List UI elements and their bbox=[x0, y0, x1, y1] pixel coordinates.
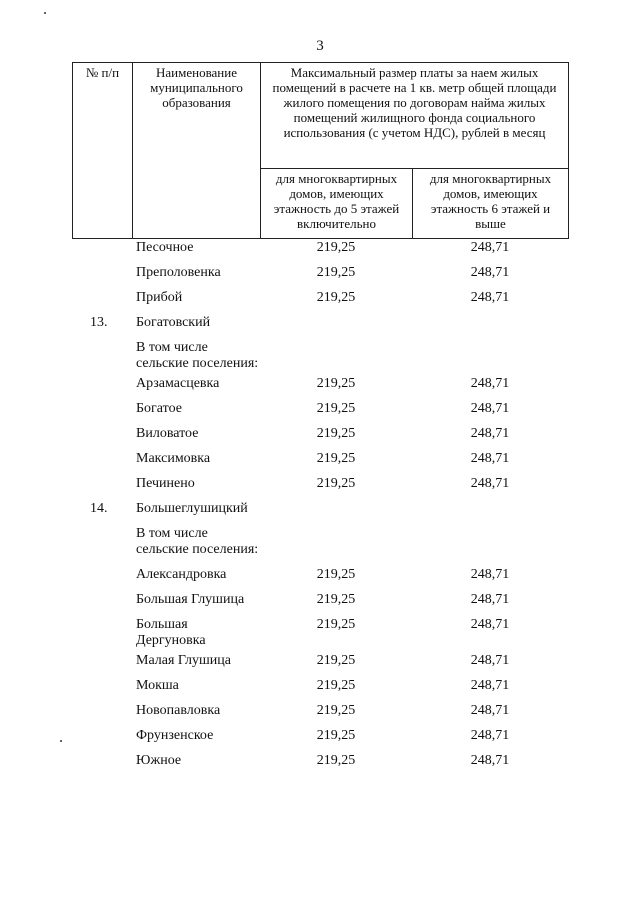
scan-speck bbox=[60, 740, 62, 742]
row-value-5-floors: 219,25 bbox=[316, 617, 356, 632]
row-number bbox=[72, 567, 132, 583]
table-row bbox=[72, 526, 568, 558]
row-name: Большая Дергуновка bbox=[136, 617, 206, 648]
row-value-5-floors: 219,25 bbox=[316, 567, 356, 582]
table-row bbox=[72, 376, 568, 392]
row-value-5-floors: 219,25 bbox=[316, 240, 356, 255]
table-row bbox=[72, 501, 568, 517]
table-row bbox=[72, 753, 568, 769]
row-name: Малая Глушица bbox=[136, 653, 231, 668]
row-value-6-floors: 248,71 bbox=[470, 451, 510, 466]
row-name: В том числе сельские поселения: bbox=[136, 340, 259, 371]
row-number: 14. bbox=[90, 501, 108, 516]
row-value-5-floors: 219,25 bbox=[316, 476, 356, 491]
table-row bbox=[72, 653, 568, 669]
table-row bbox=[72, 315, 568, 331]
row-value-5-floors: 219,25 bbox=[316, 265, 356, 280]
table-row bbox=[72, 265, 568, 281]
row-name: Мокша bbox=[136, 678, 179, 693]
scan-speck bbox=[44, 12, 46, 14]
row-value-5-floors: 219,25 bbox=[316, 451, 356, 466]
table-row bbox=[72, 340, 568, 372]
row-number bbox=[72, 376, 132, 392]
row-value-6-floors bbox=[412, 315, 568, 331]
header-col-name: Наименование муниципального образования bbox=[133, 63, 261, 239]
table-row bbox=[72, 476, 568, 492]
row-value-5-floors: 219,25 bbox=[316, 592, 356, 607]
row-number bbox=[72, 592, 132, 608]
row-name: Большая Глушица bbox=[136, 592, 245, 607]
header-col-v2: для многоквартирных домов, имеющих этажность 6 этажей и выше bbox=[413, 169, 569, 239]
header-col-group: Максимальный размер платы за наем жилых помещений в расчете на 1 кв. метр общей площади жилого помещения по договорам найма жилых помещений жилищного фонда социального использования (с учетом НДС), рублей в месяц bbox=[261, 63, 569, 169]
row-name: Максимовка bbox=[136, 451, 211, 466]
row-name: Печинено bbox=[136, 476, 195, 491]
header-col-v1: для многоквартирных домов, имеющих этажность до 5 этажей включительно bbox=[261, 169, 413, 239]
row-value-5-floors: 219,25 bbox=[316, 401, 356, 416]
row-value-6-floors: 248,71 bbox=[470, 703, 510, 718]
row-value-6-floors: 248,71 bbox=[470, 426, 510, 441]
row-value-5-floors: 219,25 bbox=[316, 678, 356, 693]
row-number bbox=[72, 753, 132, 769]
row-value-6-floors bbox=[412, 340, 568, 372]
row-name: Богатое bbox=[136, 401, 182, 416]
table-header bbox=[72, 62, 569, 239]
row-number bbox=[72, 426, 132, 442]
row-value-6-floors: 248,71 bbox=[470, 240, 510, 255]
row-value-5-floors: 219,25 bbox=[316, 728, 356, 743]
row-value-6-floors: 248,71 bbox=[470, 728, 510, 743]
table-body bbox=[72, 240, 568, 769]
header-col-num: № п/п bbox=[73, 63, 133, 239]
row-number bbox=[72, 703, 132, 719]
row-value-6-floors bbox=[412, 526, 568, 558]
row-name: Большеглушицкий bbox=[136, 501, 248, 516]
row-number bbox=[72, 653, 132, 669]
table-row bbox=[72, 451, 568, 467]
row-value-6-floors: 248,71 bbox=[470, 265, 510, 280]
row-number bbox=[72, 617, 132, 649]
row-value-5-floors: 219,25 bbox=[316, 653, 356, 668]
row-name: Виловатое bbox=[136, 426, 199, 441]
row-value-6-floors: 248,71 bbox=[470, 617, 510, 632]
table-row bbox=[72, 592, 568, 608]
row-number bbox=[72, 476, 132, 492]
row-value-6-floors: 248,71 bbox=[470, 753, 510, 768]
row-value-5-floors bbox=[260, 340, 412, 372]
row-name: В том числе сельские поселения: bbox=[136, 526, 259, 557]
row-value-6-floors bbox=[412, 501, 568, 517]
row-number bbox=[72, 265, 132, 281]
row-value-6-floors: 248,71 bbox=[470, 653, 510, 668]
page-number: 3 bbox=[316, 38, 324, 54]
row-value-5-floors bbox=[260, 501, 412, 517]
row-value-6-floors: 248,71 bbox=[470, 592, 510, 607]
row-value-6-floors: 248,71 bbox=[470, 290, 510, 305]
table-row bbox=[72, 728, 568, 744]
table-row bbox=[72, 617, 568, 649]
row-value-5-floors: 219,25 bbox=[316, 376, 356, 391]
row-number bbox=[72, 290, 132, 306]
table-row bbox=[72, 401, 568, 417]
row-name: Фрунзенское bbox=[136, 728, 214, 743]
row-number bbox=[72, 451, 132, 467]
table-row bbox=[72, 703, 568, 719]
table-row bbox=[72, 240, 568, 256]
row-value-5-floors: 219,25 bbox=[316, 426, 356, 441]
row-value-5-floors bbox=[260, 526, 412, 558]
row-name: Александровка bbox=[136, 567, 227, 582]
row-value-5-floors bbox=[260, 315, 412, 331]
row-name: Песочное bbox=[136, 240, 194, 255]
row-number: 13. bbox=[90, 315, 108, 330]
table-row bbox=[72, 567, 568, 583]
row-name: Новопавловка bbox=[136, 703, 221, 718]
row-value-5-floors: 219,25 bbox=[316, 703, 356, 718]
row-value-6-floors: 248,71 bbox=[470, 476, 510, 491]
row-value-5-floors: 219,25 bbox=[316, 753, 356, 768]
row-value-6-floors: 248,71 bbox=[470, 401, 510, 416]
row-value-6-floors: 248,71 bbox=[470, 678, 510, 693]
row-name: Преполовенка bbox=[136, 265, 221, 280]
row-value-6-floors: 248,71 bbox=[470, 376, 510, 391]
row-number bbox=[72, 678, 132, 694]
row-name: Богатовский bbox=[136, 315, 211, 330]
row-value-6-floors: 248,71 bbox=[470, 567, 510, 582]
table-row bbox=[72, 290, 568, 306]
row-value-5-floors: 219,25 bbox=[316, 290, 356, 305]
row-number bbox=[72, 240, 132, 256]
row-name: Прибой bbox=[136, 290, 183, 305]
row-number bbox=[72, 401, 132, 417]
table-row bbox=[72, 678, 568, 694]
row-number bbox=[72, 728, 132, 744]
table-row bbox=[72, 426, 568, 442]
row-name: Южное bbox=[136, 753, 182, 768]
row-name: Арзамасцевка bbox=[136, 376, 220, 391]
row-number bbox=[72, 340, 132, 372]
row-number bbox=[72, 526, 132, 558]
